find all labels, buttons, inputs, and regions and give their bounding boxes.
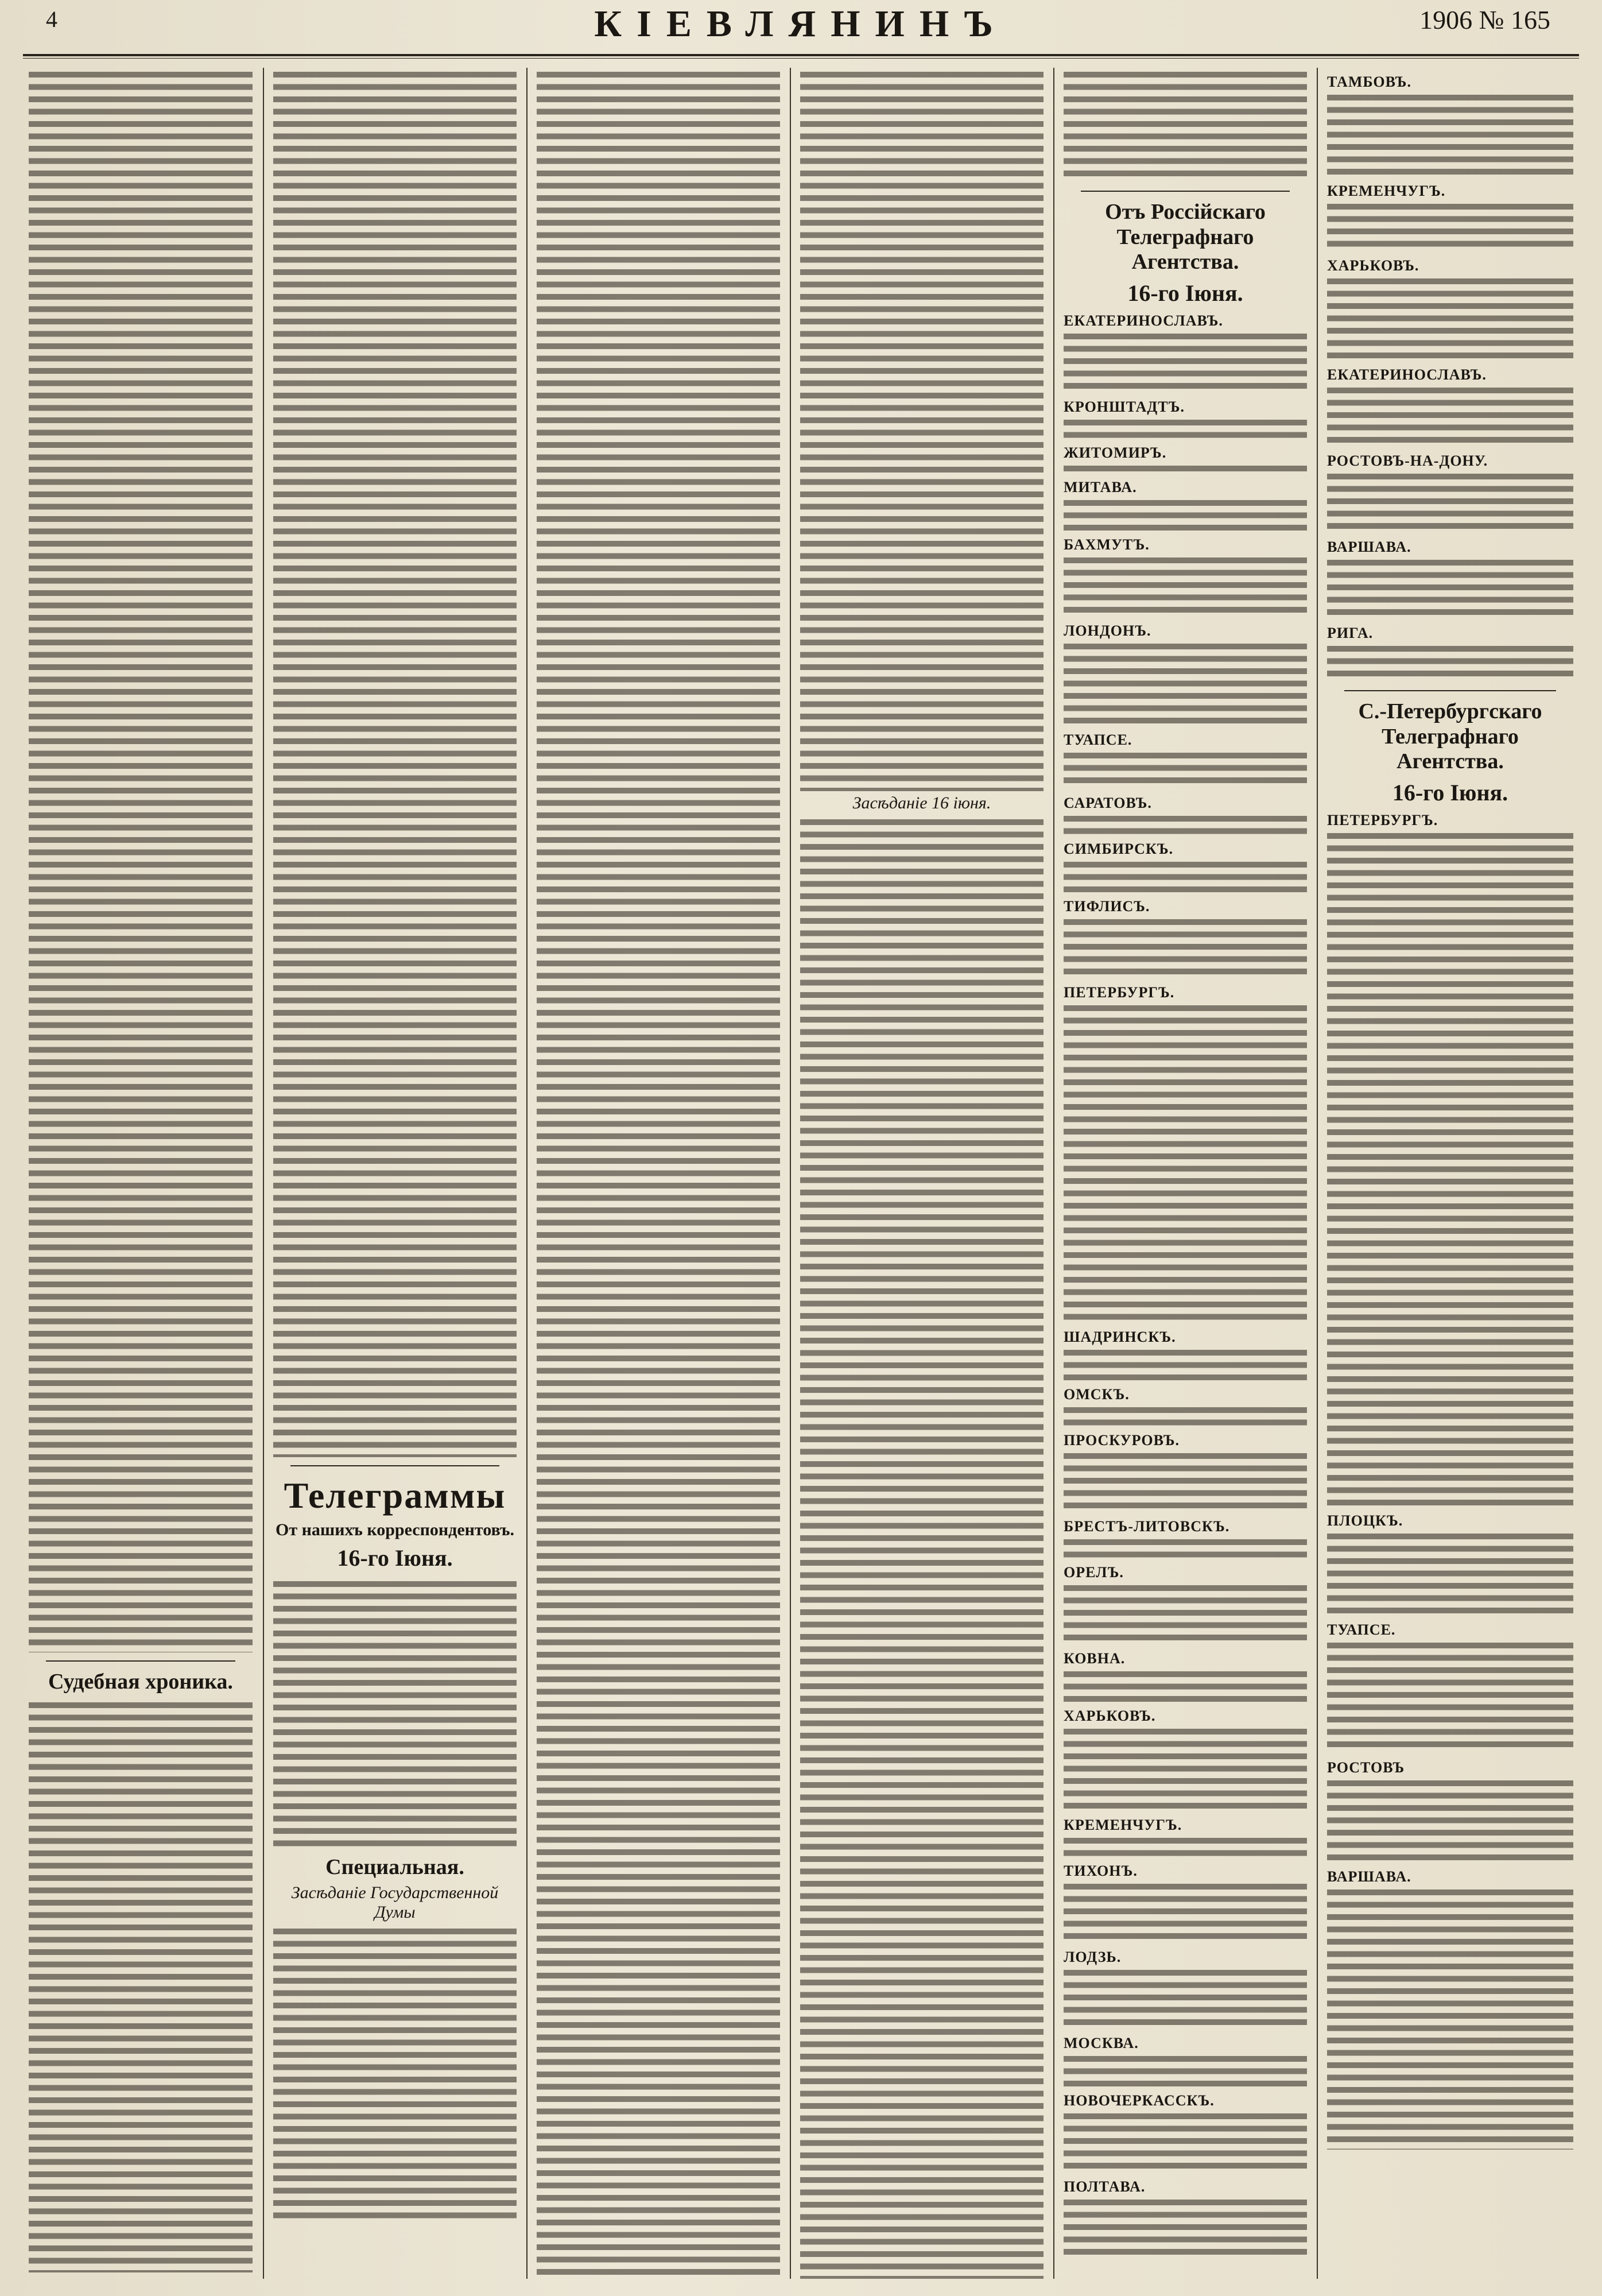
dateline: ПЕТЕРБУРГЪ.	[1064, 984, 1175, 1001]
article-text	[800, 815, 1044, 2279]
dispatch-text	[1064, 1834, 1307, 1857]
rta-date: 16-го Іюня.	[1127, 280, 1243, 307]
dateline: ОМСКЪ.	[1064, 1386, 1130, 1403]
dateline: ПЛОЦКЪ.	[1327, 1512, 1403, 1530]
dateline: ТУАПСЕ.	[1064, 731, 1132, 749]
column-2	[267, 68, 522, 2279]
dispatch-text	[1327, 1530, 1573, 1616]
dispatch-text	[1327, 1885, 1573, 2150]
column-divider	[526, 68, 527, 2279]
dateline: КРЕМЕНЧУГЪ.	[1327, 183, 1446, 199]
court-chronicle-heading: Судебная хроника.	[48, 1670, 233, 1694]
dateline: МИТАВА.	[1064, 479, 1137, 496]
spb-agency-date: 16-го Іюня.	[1392, 780, 1508, 806]
dispatch-text	[1064, 2196, 1307, 2259]
dateline: РОСТОВЪ	[1327, 1759, 1405, 1776]
dispatch-text	[1064, 1880, 1307, 1943]
special-heading: Специальная.	[325, 1854, 464, 1879]
dateline: ЛОДЗЬ.	[1064, 1949, 1122, 1966]
dateline: ТАМБОВЪ.	[1327, 73, 1411, 90]
section-rule	[290, 1465, 499, 1466]
dispatch-text	[1327, 200, 1573, 251]
dateline: ПОЛТАВА.	[1064, 2178, 1146, 2196]
dispatch-text	[1064, 858, 1307, 892]
rta-heading: Отъ Россійскаго Телеграфнаго Агентства.	[1105, 200, 1266, 274]
dispatch-text	[1064, 416, 1307, 439]
dispatch-text	[1064, 330, 1307, 393]
dateline: ОРЕЛЪ.	[1064, 1564, 1124, 1581]
column-divider	[263, 68, 264, 2279]
issue-number: 1906 № 165	[1419, 5, 1550, 34]
column-divider	[1317, 68, 1318, 2279]
duma-session-heading: Засѣданіе 16 іюня.	[852, 793, 991, 812]
dateline: ВАРШАВА.	[1327, 1868, 1411, 1885]
dateline: ПРОСКУРОВЪ.	[1064, 1432, 1180, 1449]
header-rule	[23, 54, 1579, 56]
dispatch-text	[1327, 91, 1573, 177]
dateline: ХАРЬКОВЪ.	[1327, 257, 1419, 274]
dateline: ВАРШАВА.	[1327, 539, 1411, 555]
dispatch-text	[1064, 749, 1307, 789]
dispatch-text	[1064, 1966, 1307, 2029]
dateline: КРЕМЕНЧУГЪ.	[1064, 1817, 1182, 1834]
column-5	[1058, 68, 1313, 2279]
dateline: НОВОЧЕРКАССКЪ.	[1064, 2092, 1215, 2109]
dispatch-text	[1327, 1639, 1573, 1753]
article-text	[1064, 68, 1307, 183]
dispatch-text	[1064, 2109, 1307, 2173]
dispatch-text	[1064, 1403, 1307, 1426]
special-subheading: Засѣданіе Государственной Думы	[291, 1883, 499, 1922]
page-number: 4	[46, 6, 57, 32]
article-text	[273, 68, 517, 1457]
dateline: ХАРЬКОВЪ.	[1064, 1708, 1156, 1725]
dateline: КРОНШТАДТЪ.	[1064, 398, 1185, 416]
telegrams-heading: Телеграммы	[284, 1475, 506, 1516]
dispatch-text	[1327, 642, 1573, 682]
dateline: БАХМУТЪ.	[1064, 536, 1150, 553]
column-divider	[790, 68, 791, 2279]
section-rule	[1081, 191, 1290, 192]
column-3	[531, 68, 786, 2279]
dateline: ТУАПСЕ.	[1327, 1621, 1396, 1639]
header-rule-thin	[23, 58, 1579, 59]
dispatch-text	[1327, 829, 1573, 1507]
spb-agency-heading: С.-Петербургскаго Телеграфнаго Агентства.	[1358, 699, 1542, 774]
column-1	[23, 68, 258, 2279]
dateline: РОСТОВЪ-НА-ДОНУ.	[1327, 452, 1488, 469]
dispatch-text	[1064, 553, 1307, 617]
dispatch-text	[1064, 640, 1307, 726]
dateline: РИГА.	[1327, 625, 1374, 641]
masthead: КІЕВЛЯНИНЪ	[594, 3, 1008, 45]
article-text	[29, 68, 253, 1652]
dateline: ШАДРИНСКЪ.	[1064, 1329, 1176, 1346]
article-text	[800, 68, 1044, 791]
dispatch-text	[1064, 2052, 1307, 2086]
dispatch-text	[1327, 274, 1573, 361]
dispatch-text	[1064, 1581, 1307, 1644]
dateline: ТИФЛИСЪ.	[1064, 898, 1150, 915]
dispatch-text	[1064, 1725, 1307, 1811]
dispatch-text	[1064, 1449, 1307, 1512]
dispatch-text	[1064, 812, 1307, 835]
telegrams-text	[273, 1577, 517, 1847]
dateline: САРАТОВЪ.	[1064, 795, 1152, 812]
dispatch-text	[1327, 1776, 1573, 1863]
dispatch-text	[1327, 556, 1573, 619]
dispatch-text	[1064, 915, 1307, 978]
court-chronicle-text	[29, 1698, 253, 2272]
section-rule	[1344, 690, 1556, 691]
dispatch-text	[1327, 384, 1573, 447]
dispatch-text	[1064, 1346, 1307, 1380]
section-rule	[46, 1660, 235, 1662]
article-text	[537, 68, 780, 2279]
dateline: ЕКАТЕРИНОСЛАВЪ.	[1064, 312, 1223, 330]
dateline: ЛОНДОНЪ.	[1064, 622, 1151, 640]
column-4	[794, 68, 1049, 2279]
dateline: ЖИТОМИРЪ.	[1064, 444, 1167, 462]
dateline: БРЕСТЪ-ЛИТОВСКЪ.	[1064, 1518, 1230, 1535]
dispatch-text	[1064, 496, 1307, 531]
column-divider	[1053, 68, 1054, 2279]
dateline: ПЕТЕРБУРГЪ.	[1327, 812, 1438, 829]
dispatch-text	[1064, 1001, 1307, 1323]
dispatch-text	[1064, 462, 1307, 473]
telegrams-subheading: От нашихъ корреспондентовъ.	[276, 1520, 514, 1539]
dispatch-text	[1327, 470, 1573, 533]
dateline: СИМБИРСКЪ.	[1064, 841, 1174, 858]
special-text	[273, 1925, 517, 2223]
dateline: ЕКАТЕРИНОСЛАВЪ.	[1327, 366, 1487, 383]
dispatch-text	[1064, 1667, 1307, 1702]
dateline: ТИХОНЪ.	[1064, 1863, 1138, 1880]
column-6	[1321, 68, 1579, 2279]
dispatch-text	[1064, 1535, 1307, 1558]
page-header	[23, 0, 1579, 57]
telegrams-date: 16-го Іюня.	[337, 1544, 453, 1571]
dateline: МОСКВА.	[1064, 2035, 1139, 2052]
dateline: КОВНА.	[1064, 1650, 1126, 1667]
